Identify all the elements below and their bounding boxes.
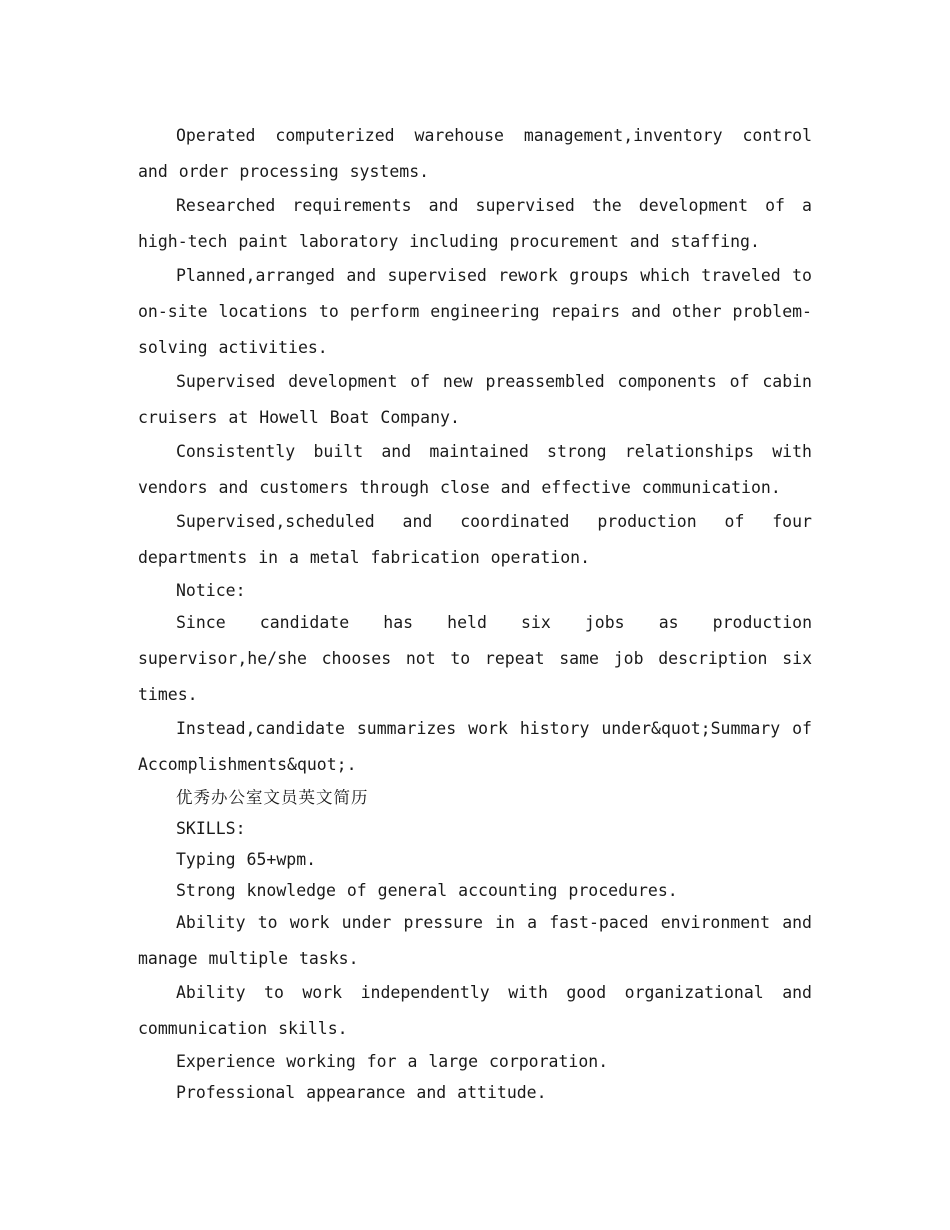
skill-independent: Ability to work independently with good organizational and communication skills. — [138, 983, 812, 1038]
paragraph-rework-groups: Planned,arranged and supervised rework groups which traveled to on-site locations to perform engineering repairs and other problem-solving activities. — [138, 266, 812, 357]
paragraph-notice-heading: Notice: — [176, 581, 246, 600]
skill-corporation: Experience working for a large corporation. — [176, 1052, 609, 1071]
paragraph-vendor-relationships: Consistently built and maintained strong relationships with vendors and customers through close and effective communication. — [138, 442, 812, 497]
skill-typing: Typing 65+wpm. — [176, 850, 317, 869]
skill-pressure: Ability to work under pressure in a fast-paced environment and manage multiple tasks. — [138, 913, 812, 968]
skills-heading: SKILLS: — [176, 819, 246, 838]
document-body — [138, 118, 812, 1107]
paragraph-summary-of-accomplishments: Instead,candidate summarizes work history under&quot;Summary of Accomplishments&quot;. — [138, 719, 812, 774]
skill-appearance: Professional appearance and attitude. — [176, 1083, 547, 1102]
paragraph-metal-fabrication: Supervised,scheduled and coordinated production of four departments in a metal fabrication operation. — [138, 512, 812, 567]
section-title-office-clerk-resume: 优秀办公室文员英文简历 — [176, 788, 369, 807]
skill-accounting: Strong knowledge of general accounting procedures. — [176, 881, 678, 900]
paragraph-warehouse-systems: Operated computerized warehouse management,inventory control and order processing systems. — [138, 126, 812, 181]
paragraph-cabin-cruisers: Supervised development of new preassembled components of cabin cruisers at Howell Boat Company. — [138, 372, 812, 427]
paragraph-paint-laboratory: Researched requirements and supervised the development of a high-tech paint laboratory including procurement and staffing. — [138, 196, 812, 251]
paragraph-notice-six-jobs: Since candidate has held six jobs as production supervisor,he/she chooses not to repeat same job description six times. — [138, 613, 812, 704]
